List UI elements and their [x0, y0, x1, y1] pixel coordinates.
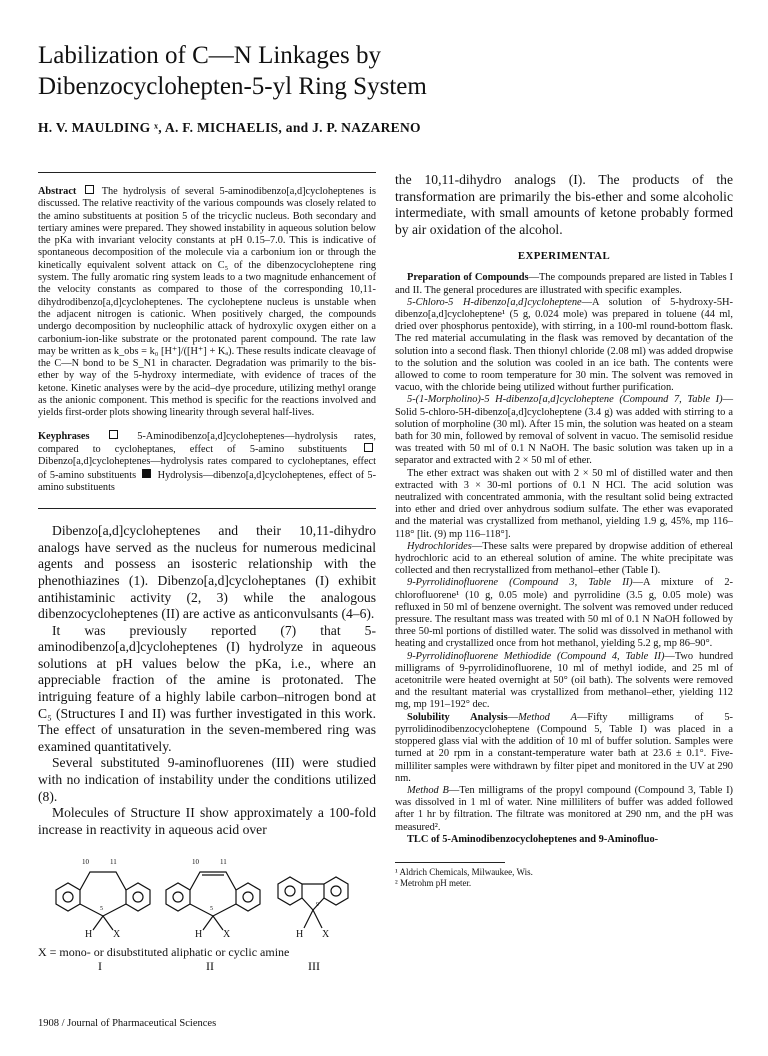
- pyrrolidinofluorene-text: —A mixture of 2-chlorofluorene¹ (10 g, 0.05 mole) and pyrrolidine (3.5 g, 0.05 mole) was refluxed in 50 ml of benzene overnight. The solvent was removed under reduced pressure. The resultant mass was treated with 50 ml of 0.1 N NaOH followed by three 50-ml portions of distilled water. The solid was dissolved in methanol with heating and crystallized once from hot methanol, yielding 5.2 g, mp 86–90°.: [395, 577, 733, 650]
- abstract: [38, 185, 376, 420]
- intro-paragraph-3: Several substituted 9-aminofluorenes (III) were studied with no indication of instability under the conditions utilized (8).: [38, 755, 376, 804]
- right-column: [395, 172, 733, 889]
- abstract-end-rule: [38, 508, 376, 509]
- square-bullet-icon: [109, 430, 118, 439]
- intro-paragraph-1: Dibenzo[a,d]cycloheptenes and their 10,11-dihydro analogs have served as the nucleus for numerous medicinal agents and possess an isosteric relationship with the phenothiazines (1). Dibenzo[a,d]cycloheptanes (I) exhibit antihistaminic activity (2, 3) while the analogous dibenzocycloheptenes (II) are active as anticonvulsants (4–6).: [38, 523, 376, 622]
- structure-i-position-10: 10: [82, 858, 89, 867]
- chloro-text: —A solution of 5-hydroxy-5H-dibenzo[a,d]cycloheptene¹ (5 g, 0.024 mole) was prepared in toluene (44 ml, dried over phosphorus pentoxide), with stirring, in a 100-ml round-bottom flask. The red material accumulating in the flask was removed by decantation of the solution into a second flask. Then thionyl chloride (2.08 ml) was added dropwise to the solution and the solution was cooled in an ice bath. The contents were allowed to come to room temperature for 30 min. The solvent was removed in vacuo, with the chloride being utilized without further purification.: [395, 296, 734, 394]
- structure-i-x-label: X: [113, 929, 121, 939]
- abstract-label: Abstract: [38, 186, 77, 197]
- structure-ii-h-label: H: [195, 929, 203, 939]
- title-line-2: Dibenzocyclohepten-5-yl Ring System: [38, 73, 427, 100]
- filled-square-bullet-icon: [142, 469, 151, 478]
- structure-label-i: I: [98, 959, 102, 974]
- morpholino-paragraph: [395, 394, 733, 467]
- preparation-heading: Preparation of Compounds: [407, 272, 529, 284]
- chloro-heading: 5-Chloro-5 H-dibenzo[a,d]cycloheptene: [407, 296, 582, 308]
- solubility-heading: Solubility Analysis: [407, 711, 508, 723]
- keyphrases-label: Keyphrases: [38, 430, 90, 442]
- title-line-1: Labilization of C—N Linkages by: [38, 42, 381, 69]
- square-bullet-icon: [364, 443, 373, 452]
- methiodide-text: —Two hundred milligrams of 9-pyrrolidinofluorene, 10 ml of methyl iodide, and 25 ml of acetonitrile were heated overnight at 50° (oil bath). The solvents were removed and the resultant material was crystallized from methanol–ether, yielding 112 mg, mp 191–192° dec.: [395, 650, 734, 711]
- methiodide-heading: 9-Pyrrolidinofluorene Methiodide (Compound 4, Table II): [407, 650, 665, 662]
- intro-paragraph-4: Molecules of Structure II show approximately a 100-fold increase in reactivity in aqueous acid over: [38, 805, 376, 837]
- tlc-heading: TLC of 5-Aminodibenzocycloheptenes and 9-Aminofluo-: [407, 833, 659, 845]
- structure-label-ii: II: [206, 959, 214, 974]
- structure-iii-x-label: X: [322, 929, 330, 939]
- structure-iii-drawing: [278, 877, 348, 928]
- tlc-paragraph: [395, 834, 733, 846]
- footnote-1: ¹ Aldrich Chemicals, Milwaukee, Wis.: [395, 866, 533, 877]
- left-column: [38, 172, 376, 975]
- hydrochlorides-heading: Hydrochlorides: [407, 540, 472, 552]
- intro-continued: the 10,11-dihydro analogs (I). The products of the transformation are primarily the bis-ether and some alcoholic intermediate, with small amounts of ketone probably formed by air oxidation of the alcohol.: [395, 172, 733, 237]
- preparation-paragraph: [395, 272, 733, 296]
- preparation-text: —The compounds prepared are listed in Tables I and II. The general procedures are illustrated with specific examples.: [395, 272, 734, 296]
- footnotes: [395, 862, 533, 889]
- structure-label-iii: III: [308, 959, 320, 974]
- structure-ii-position-10: 10: [192, 858, 199, 867]
- structure-iii-h-label: H: [296, 929, 304, 939]
- pyrrolidinofluorene-heading: 9-Pyrrolidinofluorene (Compound 3, Table II): [407, 577, 633, 589]
- top-rule: [38, 172, 376, 173]
- pyrrolidinofluorene-paragraph: [395, 577, 733, 650]
- methiodide-paragraph: [395, 651, 733, 712]
- method-b-text: —Ten milligrams of the propyl compound (Compound 3, Table I) was dissolved in 1 ml of water. Nine milliliters of buffer was added followed after 1 hr by filtration. The filtrate was monitored at 290 nm, and the pH was measured².: [395, 784, 733, 833]
- morpholino-heading: 5-(1-Morpholino)-5 H-dibenzo[a,d]cycloheptene (Compound 7, Table I): [407, 394, 723, 406]
- introduction: [38, 523, 376, 838]
- abstract-text: The hydrolysis of several 5-aminodibenzo[a,d]cycloheptenes is discussed. The relative reactivity of the various compounds was closely related to the amino substituents at position 5 of the tricyclic nucleus. Both secondary and tertiary amines were prepared. They showed instability in aqueous solution below the pKa with invariant velocity constants at pH 0.15–7.0. This is indicative of spontaneous decomposition of the molecule via a carbonium ion or through the kinetically equivalent solvent attack on C₅ of the dibenzocycloheptene ring system. The fully aromatic ring system leads to a two magnitude enhancement of the velocity constants as compared to those of the corresponding 10,11-dihydrodibenzo[a,d]cycloheptenes. The cycloheptene nucleus is unstable when the adjacent nitrogen is cationic. When positively charged, the compounds undergo decomposition by nucleophilic attack of hydroxylic oxygen either on a carbonium-ion-like substrate or the protonated parent compound. The rate law may be written as k_obs = k₀ [H⁺]/([H⁺] + Kₐ). These results indicate cleavage of the C—N bond to be S_N1 in character. Degradation was primarily to the bis-ether by way of the 5-hydroxy intermediate, with evidence of traces of the ketone. Kinetic analyses were by the acid–dye procedure, utilizing methyl orange as the anionic component. This method is specific for the reactions involved and yields first-order plots showing linearity through several half-lives.: [38, 186, 376, 419]
- solubility-text: —Fifty milligrams of 5-pyrrolidinodibenzocycloheptene (Compound 5, Table I) was placed in a stoppered glass vial with the addition of 10 ml of buffer solution. Samples were turned at 20 rpm in a constant-temperature water bath at 23.6 ± 0.1°. Five-milliliter samples were withdrawn by filter pipet and monitored in the UV at 290 nm.: [395, 711, 734, 784]
- intro-paragraph-2: It was previously reported (7) that 5-aminodibenzo[a,d]cycloheptenes (I) hydrolyze in aqueous solutions at pH values below the pKa, i.e., where an appreciable fraction of the amine is protonated. The intriguing feature of a highly labile carbon–nitrogen bond at C₅ (Structures I and II) was further investigated in this work. The effect of unsaturation in the seven-membered ring was examined quantitatively.: [38, 622, 376, 754]
- hydrochlorides-text: —These salts were prepared by dropwise addition of ethereal hydrochloric acid to an ethereal solution of amine. The white precipitate was collected and then recrystallized from methanol–ether (Table I).: [395, 540, 733, 577]
- structure-ii-position-11: 11: [220, 858, 227, 867]
- structure-i-drawing: [56, 872, 150, 930]
- footnote-2: ² Metrohm pH meter.: [395, 877, 472, 888]
- page-footer: 1908 / Journal of Pharmaceutical Sciences: [38, 1018, 217, 1029]
- solubility-method-a: Method A: [518, 711, 578, 723]
- structure-i-position-5: 5: [100, 906, 103, 913]
- structure-caption: X = mono- or disubstituted aliphatic or cyclic amine: [38, 945, 290, 960]
- article-title: [38, 40, 738, 102]
- structure-ii-x-label: X: [223, 929, 231, 939]
- ether-extract-paragraph: The ether extract was shaken out with 2 × 50 ml of distilled water and then extracted with 3 × 30-ml portions of 0.1 N HCl. The acid solution was neutralized with concentrated ammonia, with the resultant solid being extracted into ether and dried over anhydrous sodium sulfate. The ether was evaporated and the material was crystallized from methanol, yielding 1.9 g, 45%, mp 116–118° [lit. (9) mp 116–118°].: [395, 467, 733, 540]
- structure-i-position-11: 11: [110, 858, 117, 867]
- method-b-paragraph: [395, 785, 733, 834]
- structure-ii-position-5: 5: [210, 906, 213, 913]
- solubility-paragraph: Solubility Analysis—Method A—Fifty milligrams of 5-pyrrolidinodibenzocycloheptene (Compound 5, Table I) was placed in a stoppered glass vial with the addition of 10 ml of buffer solution. Samples were turned at 20 rpm in a constant-temperature water bath at 23.6 ± 0.1°. Five-milliliter samples were withdrawn by filter pipet and monitored in the UV at 290 nm.: [395, 711, 734, 784]
- structure-drawings: [38, 850, 376, 938]
- method-b-heading: Method B: [407, 784, 449, 796]
- structure-numerals: [38, 959, 376, 975]
- keyphrase-3: Hydrolysis—dibenzo[a,d]cycloheptenes, effect of 5-amino substituents: [38, 469, 376, 493]
- keyphrases: [38, 430, 376, 494]
- structure-i-h-label: H: [85, 929, 93, 939]
- author-list: H. V. MAULDING ˣ, A. F. MICHAELIS, and J. P. NAZARENO: [38, 120, 421, 135]
- keyphrase-1: 5-Aminodibenzo[a,d]cycloheptenes—hydrolysis rates, compared to cycloheptanes, effect of 5-amino substituents: [38, 430, 376, 455]
- structure-ii-drawing: [166, 872, 260, 930]
- experimental-heading: EXPERIMENTAL: [517, 250, 611, 263]
- morpholino-text: —Solid 5-chloro-5H-dibenzo[a,d]cycloheptene (3.4 g) was added with stirring to a solution of morpholine (30 ml). After 15 min, the solution was heated on a steam bath for 30 min, followed by removal of solvent in vacuo. The semisolid residue was treated with 50 ml of 0.1 N NaOH. The basic solution was taken up in a separator and extracted with 2 × 50 ml of ether.: [395, 394, 733, 467]
- chemical-structures: [38, 850, 376, 975]
- hydrochlorides-paragraph: [395, 541, 733, 578]
- chloro-paragraph: [395, 297, 733, 395]
- square-bullet-icon: [85, 185, 94, 194]
- keyphrase-2: Dibenzo[a,d]cycloheptenes—hydrolysis rates compared to cycloheptanes, effect of 5-amino substituents: [38, 456, 376, 481]
- structure-iii-position-9: 9: [316, 902, 319, 909]
